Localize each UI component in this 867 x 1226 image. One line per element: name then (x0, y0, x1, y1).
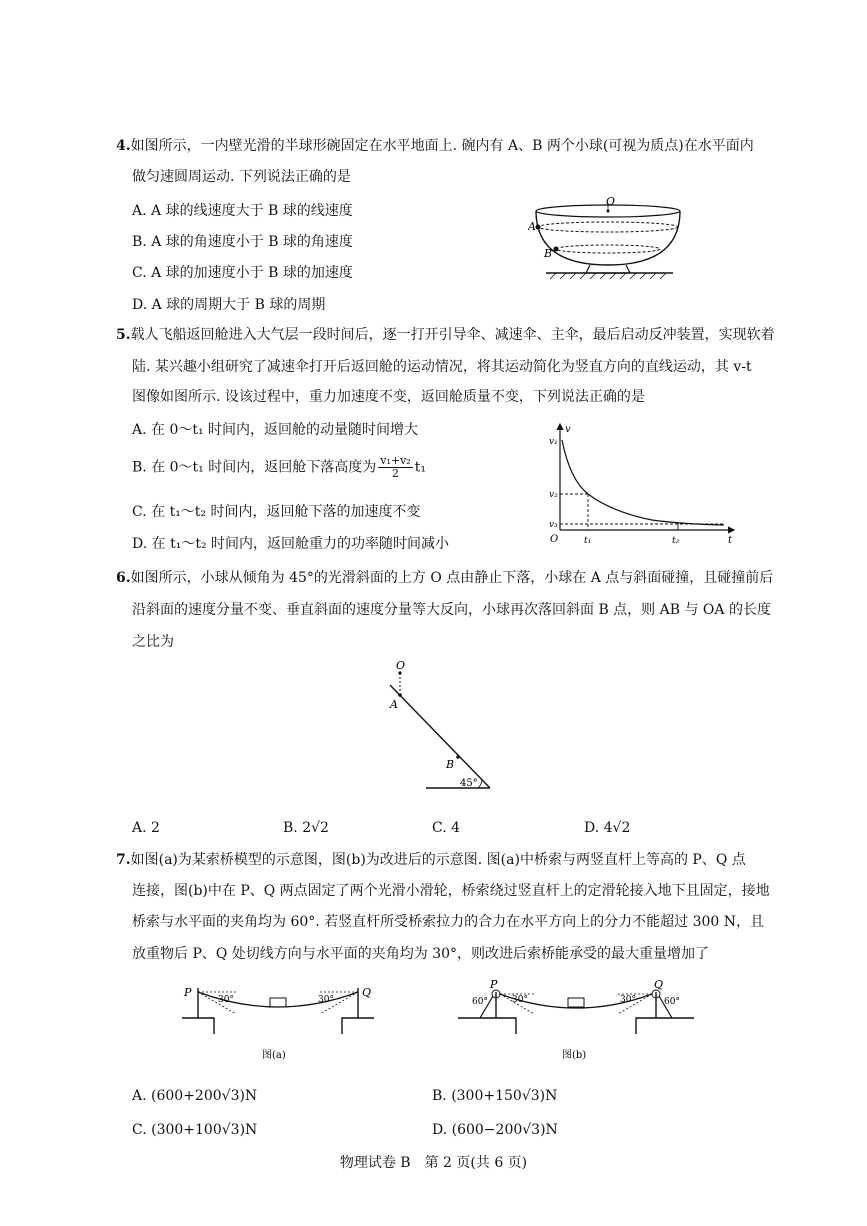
q4-option-c: C. A 球的加速度小于 B 球的加速度 (132, 265, 353, 281)
q6-option-b: B. 2√2 (283, 820, 329, 836)
q5-label-t2: t₂ (672, 536, 680, 546)
q7-option-a: A. (600+200√3)N (132, 1088, 258, 1104)
q7a-label-p: P (184, 986, 192, 999)
q6-option-c: C. 4 (432, 820, 461, 836)
q7b-caption: 图(b) (562, 1050, 587, 1061)
q7b-angle60-right: 60° (664, 997, 680, 1007)
q6-stem-line2: 沿斜面的速度分量不变、垂直斜面的速度分量等大反向，小球再次落回斜面 B 点，则 AB 与 OA 的长度 (132, 602, 771, 618)
q7a-label-q: Q (362, 986, 372, 999)
q7-stem-line2: 连接，图(b)中在 P、Q 两点固定了两个光滑小滑轮，桥索绕过竖直杆上的定滑轮接入地下且固定，接地 (132, 883, 770, 899)
q5-option-a: A. 在 0～t₁ 时间内，返回舱的动量随时间增大 (132, 422, 419, 438)
q6-stem-line3: 之比为 (132, 634, 174, 650)
q7b-angle30-left: 30° (512, 995, 528, 1005)
q5-axis-v: v (565, 424, 571, 435)
q5-vt-graph (532, 418, 742, 550)
q7b-label-p: P (490, 978, 498, 991)
q4-label-a: A (528, 220, 536, 233)
q5-label-v3: v₃ (549, 520, 558, 530)
q6-label-b: B (446, 758, 455, 771)
q5-option-c: C. 在 t₁～t₂ 时间内，返回舱下落的加速度不变 (132, 504, 421, 520)
q7b-angle30-right: 30° (620, 995, 636, 1005)
q6-stem-line1: 6.如图所示，小球从倾角为 45°的光滑斜面的上方 O 点由静止下落，小球在 A 点与斜面碰撞，且碰撞前后 (116, 570, 774, 586)
q6-option-d: D. 4√2 (584, 820, 631, 836)
q5-label-v1: v₁ (549, 437, 558, 447)
q7-option-c: C. (300+100√3)N (132, 1122, 258, 1138)
q5-stem-line3: 图像如图所示. 设该过程中，重力加速度不变，返回舱质量不变，下列说法正确的是 (132, 389, 645, 405)
q7b-angle60-left: 60° (472, 997, 488, 1007)
q6-incline-figure (380, 655, 500, 795)
q7b-label-q: Q (654, 978, 664, 991)
q4-label-b: B (544, 247, 553, 260)
q7-stem-line4: 放重物后 P、Q 处切线方向与水平面的夹角均为 30°，则改进后索桥能承受的最大重量增加了 (132, 946, 710, 962)
q4-stem-line1: 4.如图所示，一内壁光滑的半球形碗固定在水平地面上. 碗内有 A、B 两个小球(可视为质点)在水平面内 (116, 138, 754, 154)
q7-figure-a (178, 978, 378, 1063)
q7-figure-b (456, 978, 696, 1063)
q6-label-angle: 45° (460, 778, 478, 789)
q7-option-b: B. (300+150√3)N (432, 1088, 558, 1104)
q5-label-v2: v₂ (549, 490, 558, 500)
q6-option-a: A. 2 (132, 820, 160, 836)
q7a-angle-right: 30° (318, 995, 334, 1005)
q4-option-a: A. A 球的线速度大于 B 球的线速度 (132, 203, 353, 219)
q5-label-o: O (550, 534, 559, 545)
q5-option-d: D. 在 t₁～t₂ 时间内，返回舱重力的功率随时间减小 (132, 536, 450, 552)
q5-stem-line2: 陆. 某兴趣小组研究了减速伞打开后返回舱的运动情况，将其运动简化为竖直方向的直线运动，其 v-t (132, 359, 752, 375)
q7-stem-line1: 7.如图(a)为某索桥模型的示意图，图(b)为改进后的示意图. 图(a)中桥索与两竖直杆上等高的 P、Q 点 (116, 852, 746, 868)
q6-label-a: A (390, 698, 398, 711)
q4-bowl-figure (528, 193, 688, 283)
q5-axis-t: t (728, 535, 733, 546)
q4-stem-line2: 做匀速圆周运动. 下列说法正确的是 (132, 169, 351, 185)
q4-label-o: O (606, 195, 616, 208)
q7-option-d: D. (600−200√3)N (432, 1122, 558, 1138)
q5-option-b: B. 在 0～t₁ 时间内，返回舱下落高度为 $\frac{\text{v₁+v₂}}{2}$ t₁ (132, 454, 426, 480)
q7-stem-line3: 桥索与水平面的夹角均为 60°. 若竖直杆所受桥索拉力的合力在水平方向上的分力不能超过 300 N，且 (132, 914, 765, 930)
page-footer: 物理试卷 B 第 2 页(共 6 页) (339, 1155, 528, 1171)
q7a-angle-left: 30° (218, 995, 234, 1005)
q4-option-d: D. A 球的周期大于 B 球的周期 (132, 297, 326, 313)
q4-option-b: B. A 球的角速度小于 B 球的角速度 (132, 234, 353, 250)
q6-label-o: O (396, 659, 406, 672)
q7a-caption: 图(a) (262, 1050, 286, 1061)
q5-stem-line1: 5.载人飞船返回舱进入大气层一段时间后，逐一打开引导伞、减速伞、主伞，最后启动反冲装置，实现软着 (116, 327, 775, 343)
q5-label-t1: t₁ (584, 536, 592, 546)
